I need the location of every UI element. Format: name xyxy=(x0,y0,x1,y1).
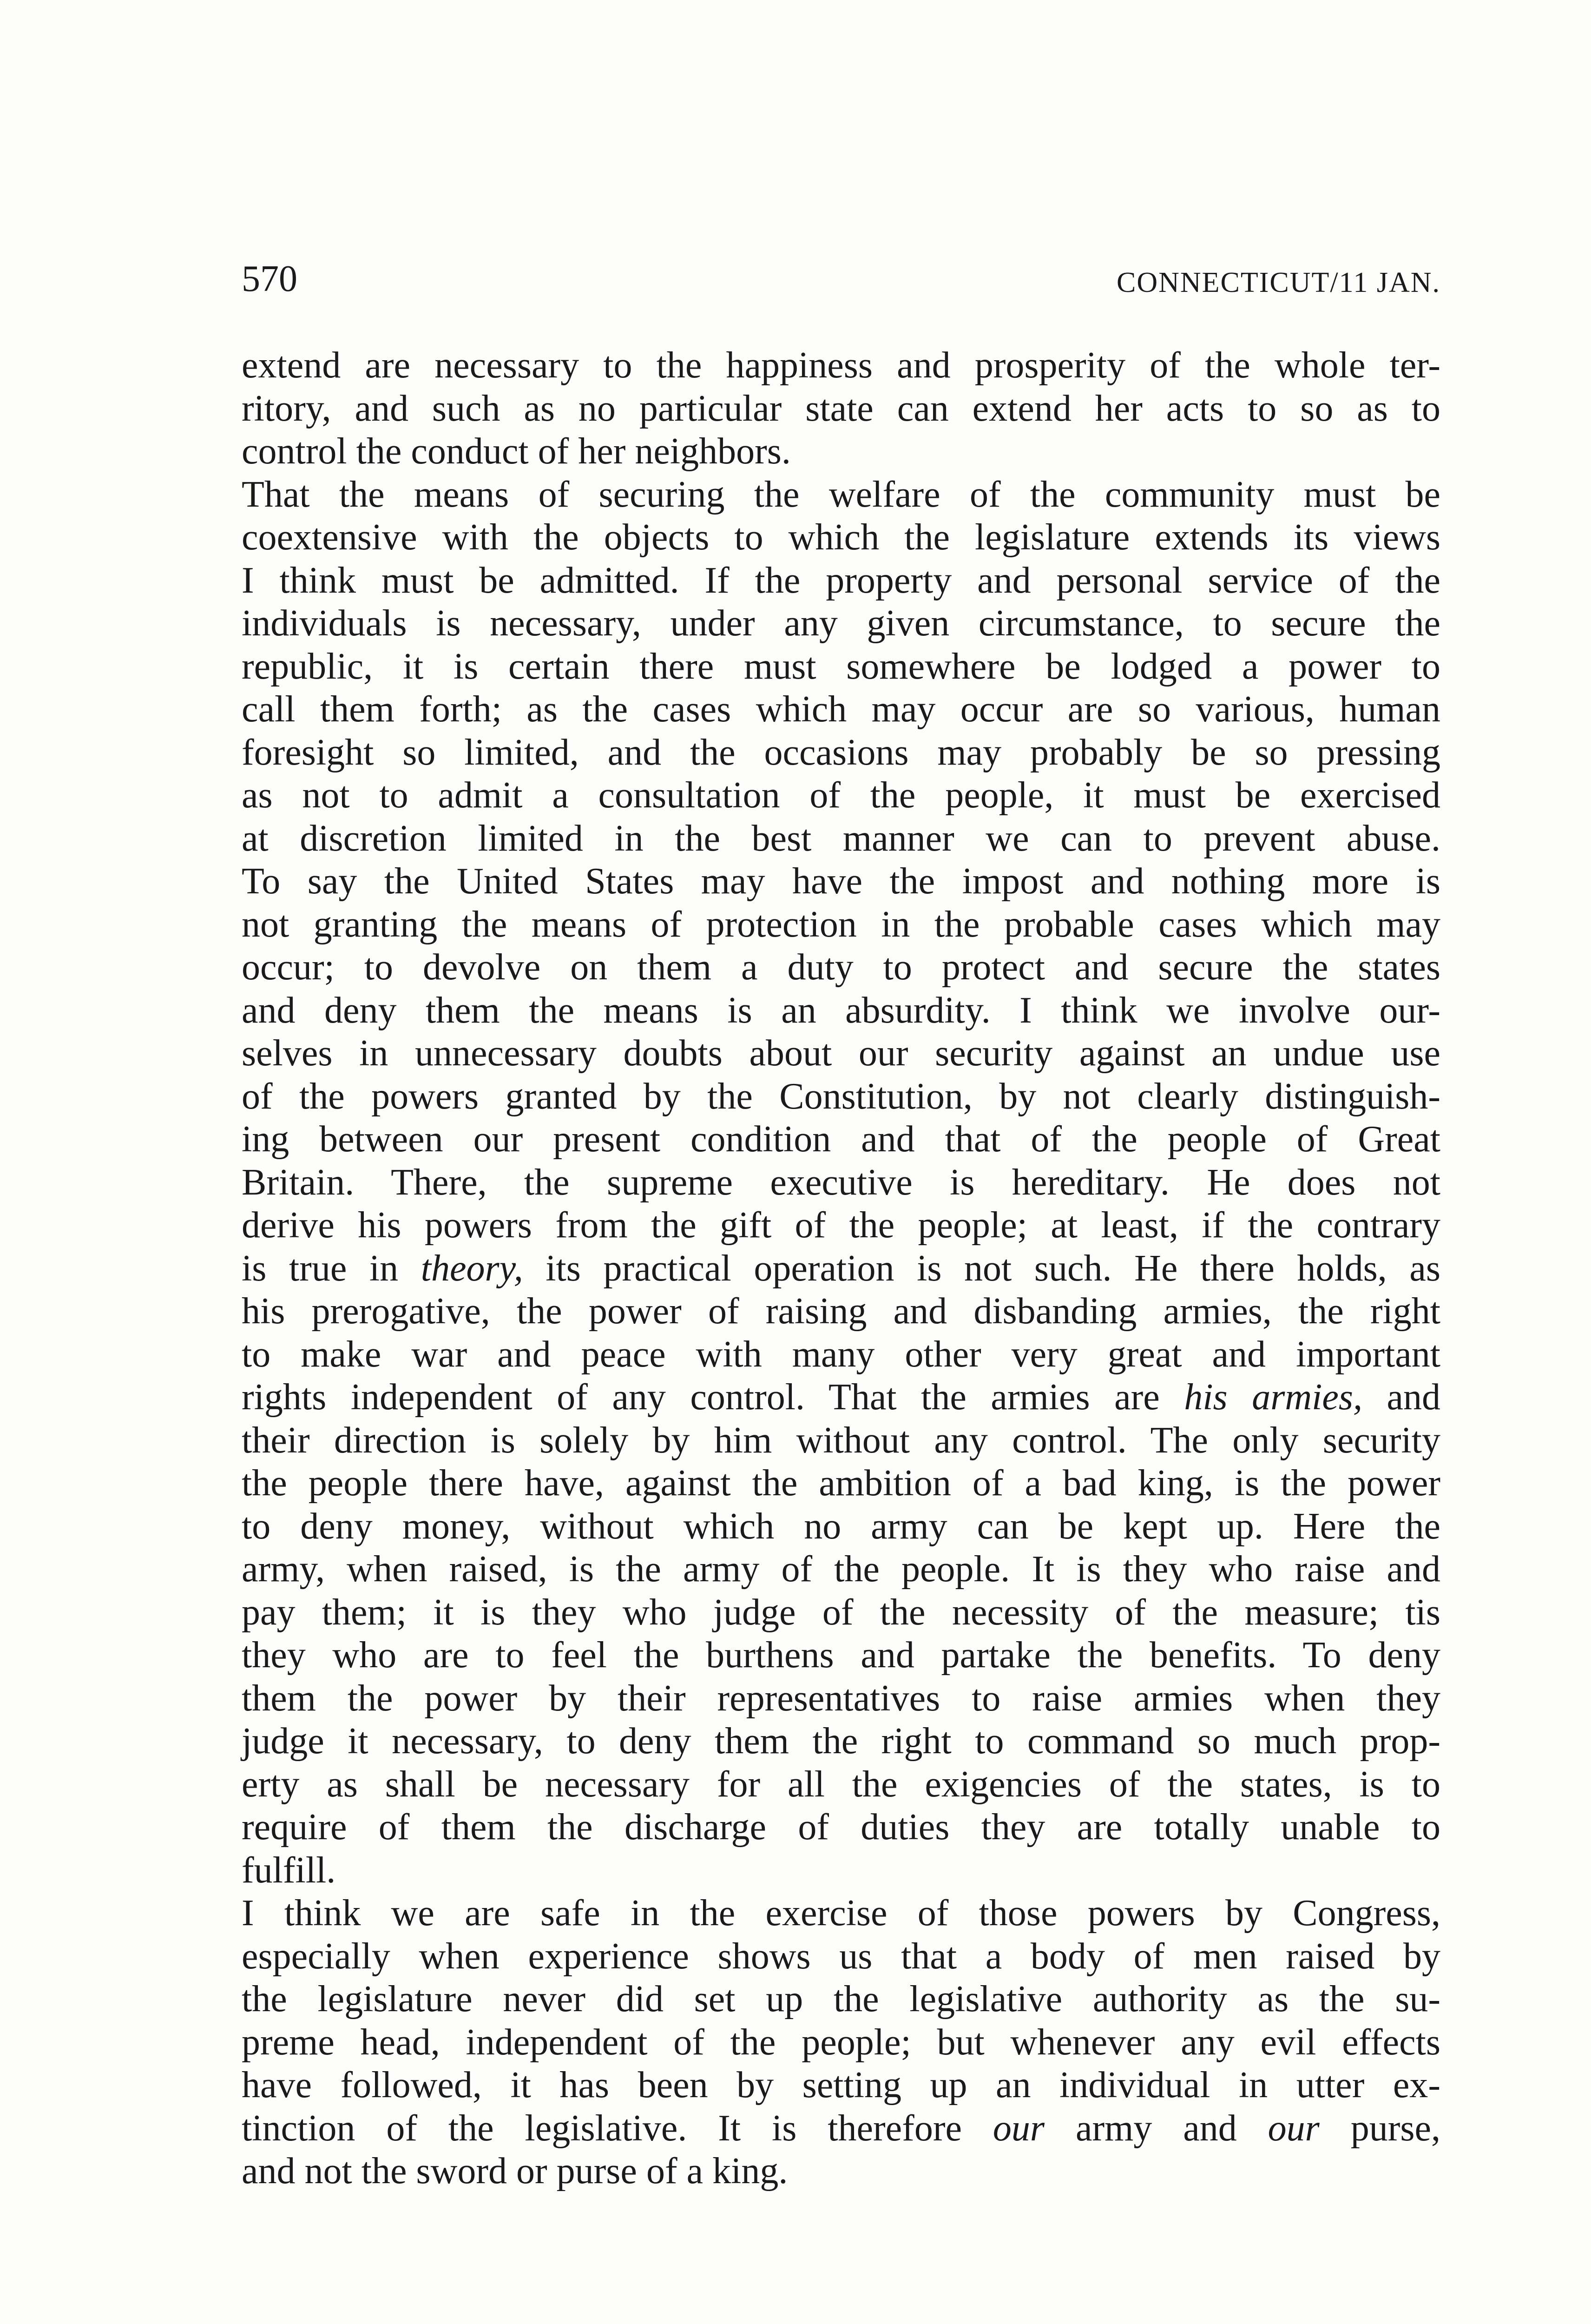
text-line xyxy=(242,1247,1440,1290)
text-line: derive his powers from the gift of the people; at least, if the contrary xyxy=(242,1205,1440,1246)
paragraph-2 xyxy=(242,473,1440,1892)
text-run: rights independent of any control. That the armies are xyxy=(242,1377,1184,1418)
text-line: not granting the means of protection in the probable cases which may xyxy=(242,904,1440,945)
text-line: I think we are safe in the exercise of those powers by Congress, xyxy=(242,1893,1440,1934)
text-line xyxy=(242,1376,1440,1419)
text-line: fulfill. xyxy=(242,1849,336,1891)
italic-text: theory, xyxy=(421,1248,523,1289)
text-line: especially when experience shows us that a body of men raised by xyxy=(242,1935,1440,1977)
italic-text: his armies, xyxy=(1184,1377,1362,1418)
text-run: and xyxy=(1362,1377,1441,1418)
text-line: of the powers granted by the Constitution, by not clearly distinguish- xyxy=(242,1076,1440,1117)
text-run: is true in xyxy=(242,1248,421,1289)
text-line: To say the United States may have the impost and nothing more is xyxy=(242,861,1440,902)
running-title: CONNECTICUT/11 JAN. xyxy=(1116,267,1440,298)
text-line: as not to admit a consultation of the people, it must be exercised xyxy=(242,775,1440,816)
text-line: to make war and peace with many other very great and important xyxy=(242,1334,1440,1375)
text-line: at discretion limited in the best manner we can to prevent abuse. xyxy=(242,818,1440,859)
text-line: foresight so limited, and the occasions may probably be so pressing xyxy=(242,732,1440,773)
text-line: ritory, and such as no particular state can extend her acts to so as to xyxy=(242,388,1440,429)
text-run: army and xyxy=(1045,2107,1268,2149)
text-line: republic, it is certain there must somewhere be lodged a power to xyxy=(242,646,1440,687)
text-line: I think must be admitted. If the property and personal service of the xyxy=(242,560,1440,601)
text-line: extend are necessary to the happiness and prosperity of the whole ter- xyxy=(242,345,1440,386)
page-number: 570 xyxy=(242,258,297,299)
text-run: tinction of the legislative. It is therefore xyxy=(242,2107,993,2149)
body-text xyxy=(242,344,1440,2193)
running-head xyxy=(242,253,1440,304)
text-line: judge it necessary, to deny them the right to command so much prop- xyxy=(242,1721,1440,1762)
text-line: and deny them the means is an absurdity. I think we involve our- xyxy=(242,990,1440,1031)
text-line: individuals is necessary, under any given circumstance, to secure the xyxy=(242,603,1440,644)
text-line: require of them the discharge of duties they are totally unable to xyxy=(242,1807,1440,1848)
text-line: and not the sword or purse of a king. xyxy=(242,2151,788,2192)
text-line xyxy=(242,2107,1440,2150)
text-line: army, when raised, is the army of the people. It is they who raise and xyxy=(242,1549,1440,1590)
text-line: pay them; it is they who judge of the necessity of the measure; tis xyxy=(242,1591,1440,1633)
text-line: their direction is solely by him without any control. The only security xyxy=(242,1419,1440,1461)
text-line: ing between our present condition and that of the people of Great xyxy=(242,1119,1440,1160)
text-line: selves in unnecessary doubts about our security against an undue use xyxy=(242,1033,1440,1074)
text-line: That the means of securing the welfare of the community must be xyxy=(242,474,1440,515)
text-line: Britain. There, the supreme executive is hereditary. He does not xyxy=(242,1162,1440,1203)
italic-text: our xyxy=(993,2107,1045,2149)
text-line: erty as shall be necessary for all the exigencies of the states, is to xyxy=(242,1763,1440,1805)
text-line: occur; to devolve on them a duty to protect and secure the states xyxy=(242,947,1440,988)
text-line: to deny money, without which no army can be kept up. Here the xyxy=(242,1505,1440,1547)
text-line: control the conduct of her neighbors. xyxy=(242,431,791,472)
text-line: coextensive with the objects to which the legislature extends its views xyxy=(242,517,1440,558)
text-line: call them forth; as the cases which may occur are so various, human xyxy=(242,689,1440,730)
paragraph-1 xyxy=(242,344,1440,473)
text-line: they who are to feel the burthens and partake the benefits. To deny xyxy=(242,1635,1440,1676)
text-run: purse, xyxy=(1319,2107,1441,2149)
text-line: his prerogative, the power of raising and disbanding armies, the right xyxy=(242,1291,1440,1332)
text-run: its practical operation is not such. He there holds, as xyxy=(523,1248,1441,1289)
text-line: preme head, independent of the people; but whenever any evil effects xyxy=(242,2021,1440,2063)
text-line: have followed, it has been by setting up an individual in utter ex- xyxy=(242,2065,1440,2106)
paragraph-3 xyxy=(242,1892,1440,2193)
text-line: the legislature never did set up the legislative authority as the su- xyxy=(242,1979,1440,2020)
text-line: the people there have, against the ambition of a bad king, is the power xyxy=(242,1463,1440,1504)
text-line: them the power by their representatives to raise armies when they xyxy=(242,1677,1440,1719)
italic-text: our xyxy=(1268,2107,1320,2149)
